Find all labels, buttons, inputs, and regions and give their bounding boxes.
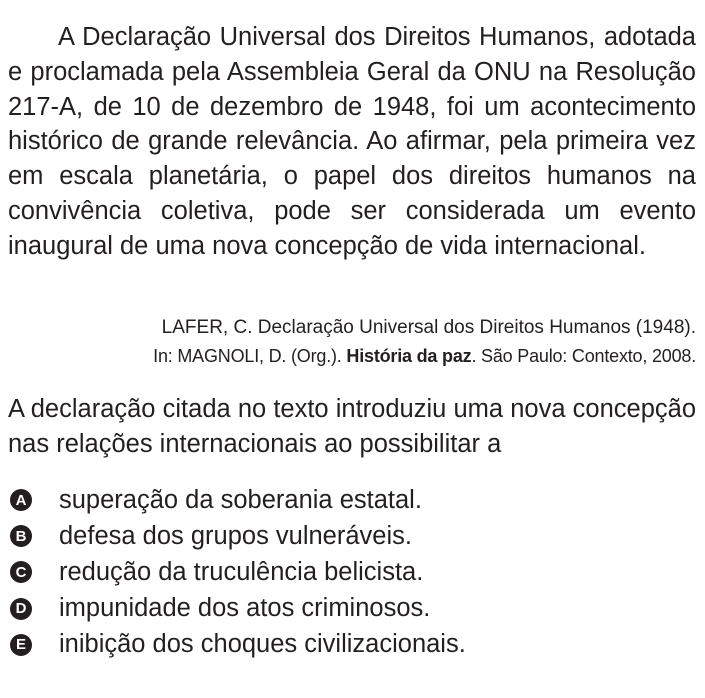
passage-line: pode ser considerada um evento inaugural de uma nova bbox=[8, 196, 697, 260]
option-b[interactable] bbox=[8, 518, 466, 554]
citation-book-title: História da paz bbox=[346, 346, 472, 366]
option-c[interactable] bbox=[8, 554, 466, 590]
citation-suffix: . São Paulo: Contexto, 2008. bbox=[471, 346, 696, 366]
option-letter-badge: A bbox=[10, 489, 32, 511]
passage-line: na Resolução 217-A, de 10 de dezembro de 1948, bbox=[8, 57, 696, 121]
passage-line: adotada e proclamada pela Assembleia Geral da ONU bbox=[8, 23, 696, 86]
passage-line: foi um acontecimento histórico de grande relevância. bbox=[8, 92, 696, 156]
question-line: A declaração citada no texto introduziu uma nova bbox=[8, 395, 566, 423]
answer-options bbox=[8, 482, 466, 663]
option-letter-badge: E bbox=[10, 634, 32, 656]
passage bbox=[8, 20, 696, 264]
option-text: superação da soberania estatal. bbox=[59, 485, 422, 514]
question-line: concepção nas relações internacionais ao possibilitar a bbox=[8, 395, 696, 458]
option-letter-badge: B bbox=[10, 525, 32, 547]
option-e[interactable] bbox=[8, 627, 466, 663]
option-text: defesa dos grupos vulneráveis. bbox=[59, 521, 412, 550]
option-text: redução da truculência belicista. bbox=[59, 557, 424, 586]
passage-line: Ao afirmar, pela primeira vez em escala planetária, o bbox=[8, 127, 696, 191]
option-a[interactable] bbox=[8, 482, 466, 518]
citation-line-1: LAFER, C. Declaração Universal dos Direitos Humanos (1948). bbox=[161, 317, 696, 338]
passage-line: concepção de vida internacional. bbox=[274, 231, 646, 260]
citation-line-2 bbox=[16, 342, 696, 370]
option-text: inibição dos choques civilizacionais. bbox=[59, 630, 466, 659]
source-citation bbox=[16, 314, 696, 370]
option-text: impunidade dos atos criminosos. bbox=[59, 594, 431, 623]
passage-line: papel dos direitos humanos na convivência coletiva, bbox=[8, 162, 696, 225]
option-d[interactable] bbox=[8, 591, 466, 627]
option-letter-badge: D bbox=[10, 598, 32, 620]
option-letter-badge: C bbox=[10, 561, 32, 583]
question-stem bbox=[8, 392, 696, 461]
citation-prefix: In: MAGNOLI, D. (Org.). bbox=[153, 346, 347, 366]
passage-line: A Declaração Universal dos Direitos Humanos, bbox=[58, 23, 596, 51]
